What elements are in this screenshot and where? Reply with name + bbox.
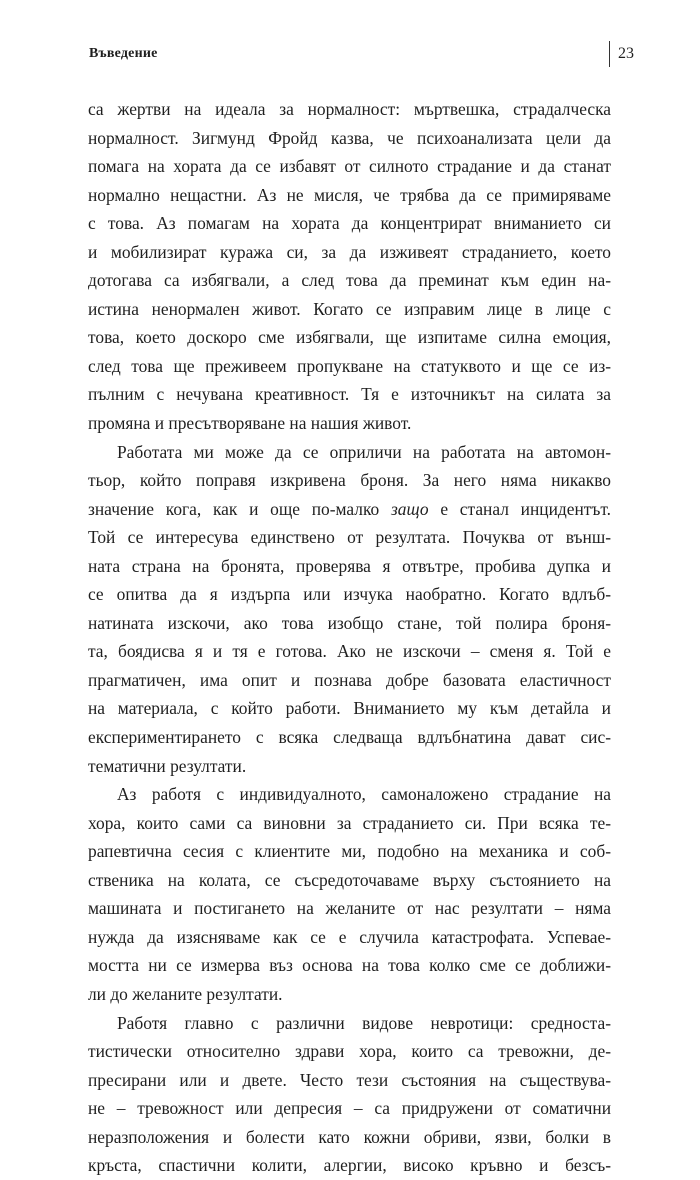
text-line: нормалност. Зигмунд Фройд казва, че психоанализата цели да [88, 127, 611, 148]
text-line: са жертви на идеала за нормалност: мъртвешка, страдалческа [88, 99, 611, 119]
text-line: тистически относително здрави хора, които са тревожни, де- [88, 1041, 611, 1062]
emphasis-text: защо [391, 498, 429, 519]
text-line: Работя главно с различни видове невротици: средноста- [117, 1012, 611, 1033]
text-line: експериментирането с всяка следваща вдлъбнатина дават сис- [88, 727, 611, 748]
text-line: та, боядисва я и тя е готова. Ако не изскочи – сменя я. Той е [88, 641, 611, 662]
text-segment: е станал инцидентът. [428, 498, 611, 519]
text-line: натината изскочи, ако това изобщо стане, той полира броня- [88, 612, 611, 633]
text-line: промяна и пресътворяване на нашия живот. [88, 413, 412, 434]
text-line: нужда да изясняваме как се е случила катастрофата. Успевае- [88, 926, 611, 947]
text-line: и мобилизират куража си, за да изживеят страданието, което [88, 241, 611, 262]
text-line: кръста, спастични колити, алергии, високо кръвно и безсъ- [88, 1155, 611, 1176]
text-line: прагматичен, има опит и познава добре базовата еластичност [88, 669, 611, 690]
text-line: хора, които сами са виновни за страданието си. При всяка те- [88, 812, 611, 833]
text-line: помага на хората да се избавят от силното страдание и да станат [88, 156, 611, 177]
text-line: Той се интересува единствено от резултата. Почуква от външ- [88, 527, 611, 548]
text-line: не – тревожност или депресия – са придружени от соматични [88, 1098, 611, 1119]
text-line: нормално нещастни. Аз не мисля, че трябва да се примиряваме [88, 184, 611, 205]
page-number-rule [609, 41, 610, 67]
text-line [88, 495, 611, 524]
text-line: ната страна на бронята, проверява я отвътре, пробива дупка и [88, 555, 611, 576]
text-line: машината и постигането на желаните от нас резултати – няма [88, 898, 611, 919]
text-line: пълним с нечувана креативност. Тя е източникът на силата за [88, 384, 611, 405]
text-line: Работата ми може да се оприличи на работата на автомон- [117, 441, 611, 462]
text-line: неразположения и болести като кожни обриви, язви, болки в [88, 1126, 611, 1147]
text-line: това, което доскоро сме избягвали, ще изпитаме силна емоция, [88, 327, 611, 348]
running-title: Въведение [89, 46, 158, 61]
text-line: рапевтична сесия с клиентите ми, подобно на механика и соб- [88, 841, 611, 862]
text-line: мостта ни се измерва въз основа на това колко сме се доближи- [88, 955, 611, 976]
text-line: тьор, който поправя изкривена броня. За него няма никакво [88, 470, 611, 491]
text-line: след това ще преживеем пропукване на статуквото и ще се из- [88, 355, 611, 376]
text-line: пресирани или и двете. Често тези състояния на съществува- [88, 1069, 611, 1090]
text-segment: значение кога, как и още по-малко [88, 498, 392, 519]
body-text [88, 95, 611, 1180]
text-line: Аз работя с индивидуалното, самоналожено страдание на [117, 784, 611, 805]
text-line: на материала, с който работи. Вниманието му към детайла и [88, 698, 611, 719]
page-number-block [609, 40, 634, 68]
text-line: с това. Аз помагам на хората да концентрират вниманието си [88, 213, 611, 234]
text-line: дотогава са избягвали, а след това да преминат към един на- [88, 270, 611, 291]
text-line: ли до желаните резултати. [88, 983, 283, 1004]
page-number: 23 [618, 45, 634, 62]
text-line: ственика на колата, се съсредоточаваме върху състоянието на [88, 869, 611, 890]
text-line: тематични резултати. [88, 755, 247, 776]
text-line: се опитва да я издърпа или изчука наобратно. Когато вдлъб- [88, 584, 611, 605]
text-line: истина ненормален живот. Когато се изправим лице в лице с [88, 298, 611, 319]
